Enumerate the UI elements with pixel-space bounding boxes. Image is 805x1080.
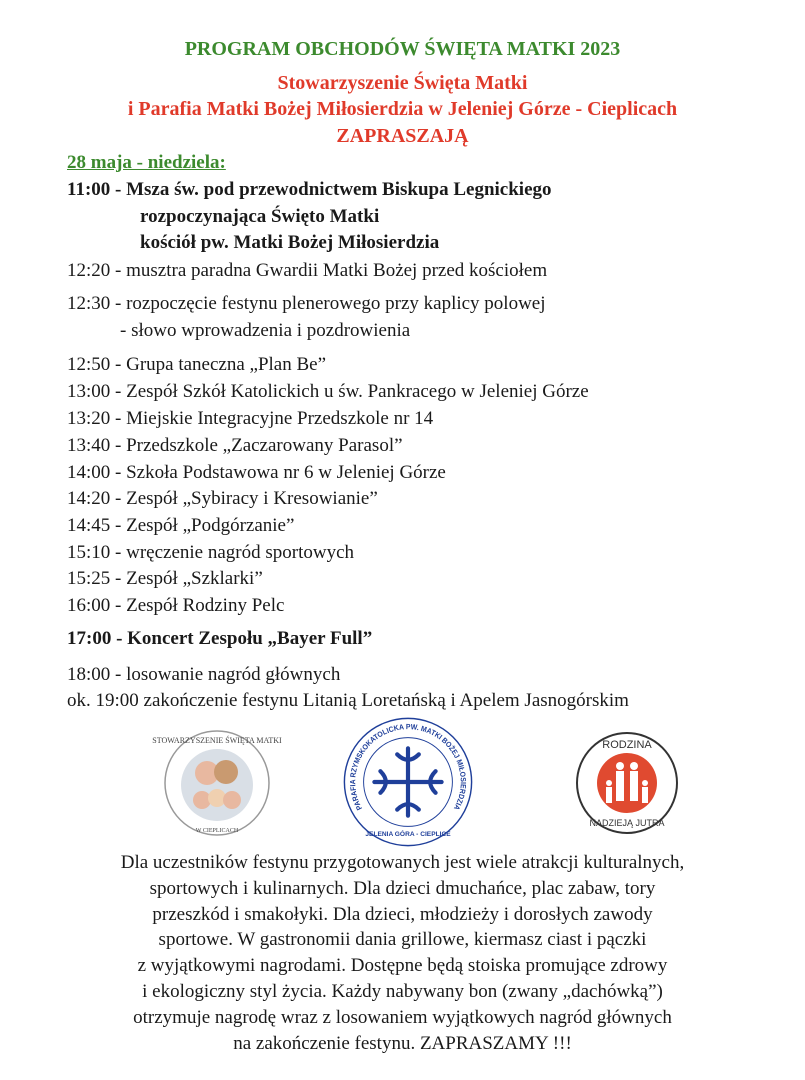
schedule-item: 18:00 - losowanie nagród głównych — [67, 664, 341, 685]
schedule-item: rozpoczynająca Święto Matki — [140, 206, 380, 227]
schedule-item: 11:00 - Msza św. pod przewodnictwem Biskupa Legnickiego — [67, 179, 552, 200]
schedule-item: 12:30 - rozpoczęcie festynu plenerowego przy kaplicy polowej — [67, 293, 546, 314]
logo-text: RODZINA — [602, 739, 652, 751]
schedule-item: 13:20 - Miejskie Integracyjne Przedszkole nr 14 — [67, 408, 434, 429]
schedule-item: 13:40 - Przedszkole „Zaczarowany Parasol” — [67, 435, 403, 456]
schedule-item: 15:25 - Zespół „Szklarki” — [67, 568, 263, 589]
family-logo — [572, 728, 682, 838]
event-date: 28 maja - niedziela: — [67, 152, 226, 173]
schedule-item: 14:45 - Zespół „Podgórzanie” — [67, 515, 295, 536]
schedule-item: 13:00 - Zespół Szkół Katolickich u św. Pankracego w Jeleniej Górze — [67, 381, 589, 402]
paragraph-line: i ekologiczny styl życia. Każdy nabywany bon (zwany „dachówką”) — [142, 980, 663, 1002]
logo-subtext: JELENIA GÓRA - CIEPLICE — [365, 831, 451, 838]
paragraph-line: otrzymuje nagrodę wraz z losowaniem wyjątkowych nagród głównych — [133, 1006, 672, 1028]
schedule-item: 12:50 - Grupa taneczna „Plan Be” — [67, 354, 327, 375]
schedule-item-highlight: 17:00 - Koncert Zespołu „Bayer Full” — [67, 628, 373, 649]
schedule-item: kościół pw. Matki Bożej Miłosierdzia — [140, 232, 440, 253]
schedule-item: 14:20 - Zespół „Sybiracy i Kresowianie” — [67, 488, 378, 509]
parish-logo — [342, 716, 474, 848]
paragraph-line: Dla uczestników festynu przygotowanych jest wiele atrakcji kulturalnych, — [120, 852, 685, 873]
association-logo — [152, 728, 282, 838]
paragraph-line: z wyjątkowymi nagrodami. Dostępne będą stoiska promujące zdrowy — [137, 955, 668, 977]
logo-text: PARAFIA RZYMSKOKATOLICKA PW. MATKI BOŻEJ MIŁOSIERDZIA — [348, 722, 468, 813]
paragraph-line: na zakończenie festynu. ZAPRASZAMY !!! — [233, 1032, 572, 1054]
organizer-1: Stowarzyszenie Święta Matki — [277, 72, 528, 94]
schedule-item: 15:10 - wręczenie nagród sportowych — [67, 542, 355, 563]
page-title: PROGRAM OBCHODÓW ŚWIĘTA MATKI 2023 — [184, 38, 621, 60]
paragraph-line: sportowych i kulinarnych. Dla dzieci dmuchańce, plac zabaw, tory — [149, 877, 656, 899]
schedule-item: 12:20 - musztra paradna Gwardii Matki Bożej przed kościołem — [67, 260, 548, 281]
paragraph-line: sportowe. W gastronomii dania grillowe, kiermasz ciast i pączki — [158, 929, 647, 951]
logo-text: STOWARZYSZENIE ŚWIĘTA MATKI — [152, 736, 282, 745]
paragraph-line: przeszkód i smakołyki. Dla dzieci, młodzieży i dorosłych zawody — [152, 903, 653, 925]
schedule-item: - słowo wprowadzenia i pozdrowienia — [120, 320, 411, 341]
invite-text: ZAPRASZAJĄ — [336, 125, 469, 147]
schedule-item: 14:00 - Szkoła Podstawowa nr 6 w Jeleniej Górze — [67, 462, 446, 483]
logo-subtext: W CIEPLICACH — [195, 828, 239, 834]
schedule-item: ok. 19:00 zakończenie festynu Litanią Loretańską i Apelem Jasnogórskim — [67, 690, 629, 711]
schedule-item: 16:00 - Zespół Rodziny Pelc — [67, 595, 285, 616]
description-paragraph — [0, 850, 805, 1056]
organizer-2: i Parafia Matki Bożej Miłosierdzia w Jeleniej Górze - Cieplicach — [127, 98, 678, 120]
logo-subtext: NADZIEJĄ JUTRA — [589, 818, 665, 828]
